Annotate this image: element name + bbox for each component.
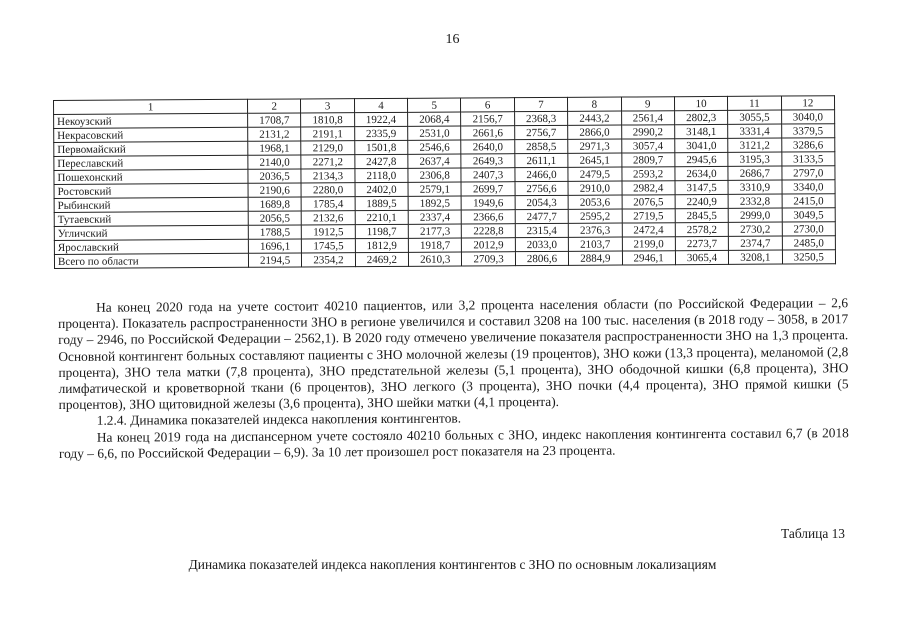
table-header-cell: 6 xyxy=(461,98,514,112)
value-cell: 1812,9 xyxy=(355,238,408,252)
value-cell: 2756,6 xyxy=(515,181,568,195)
value-cell: 2103,7 xyxy=(569,237,622,251)
value-cell: 2561,4 xyxy=(621,111,674,125)
value-cell: 2076,5 xyxy=(622,195,675,209)
page-number: 16 xyxy=(445,32,460,47)
value-cell: 1501,8 xyxy=(354,140,407,154)
value-cell: 1922,4 xyxy=(354,112,407,126)
value-cell: 2531,0 xyxy=(408,126,461,140)
value-cell: 1198,7 xyxy=(355,224,408,238)
value-cell: 2402,0 xyxy=(355,182,408,196)
value-cell: 2376,3 xyxy=(568,223,621,237)
value-cell: 2578,2 xyxy=(675,222,728,236)
value-cell: 2131,2 xyxy=(248,127,301,141)
value-cell: 2332,8 xyxy=(728,194,781,208)
value-cell: 2374,7 xyxy=(729,236,782,250)
value-cell: 2661,6 xyxy=(461,126,514,140)
value-cell: 2140,0 xyxy=(248,155,301,169)
value-cell: 2118,0 xyxy=(355,168,408,182)
table-header-cell: 1 xyxy=(54,99,248,114)
value-cell: 2315,4 xyxy=(515,223,568,237)
district-name-cell: Тутаевский xyxy=(54,211,248,226)
value-cell: 2068,4 xyxy=(408,112,461,126)
value-cell: 3121,2 xyxy=(728,138,781,152)
value-cell: 2472,4 xyxy=(622,223,675,237)
value-cell: 2194,5 xyxy=(248,253,301,267)
value-cell: 1708,7 xyxy=(248,113,301,127)
value-cell: 2415,0 xyxy=(782,194,835,208)
value-cell: 2866,0 xyxy=(568,125,621,139)
value-cell: 3148,1 xyxy=(675,124,728,138)
value-cell: 2443,2 xyxy=(568,111,621,125)
value-cell: 2427,8 xyxy=(355,154,408,168)
value-cell: 2802,3 xyxy=(674,110,727,124)
table-header-cell: 11 xyxy=(728,96,781,110)
value-cell: 2190,6 xyxy=(248,183,301,197)
value-cell: 2946,1 xyxy=(622,251,675,265)
value-cell: 2709,3 xyxy=(462,252,515,266)
value-cell: 2368,3 xyxy=(514,111,567,125)
value-cell: 1918,7 xyxy=(408,238,461,252)
value-cell: 2056,5 xyxy=(248,211,301,225)
value-cell: 1810,8 xyxy=(301,113,354,127)
value-cell: 2306,8 xyxy=(408,168,461,182)
value-cell: 2335,9 xyxy=(354,126,407,140)
body-text xyxy=(58,295,849,462)
table-body xyxy=(54,110,836,269)
table-header-cell: 2 xyxy=(247,99,300,113)
value-cell: 2228,8 xyxy=(462,224,515,238)
value-cell: 2012,9 xyxy=(462,238,515,252)
district-name-cell: Первомайский xyxy=(54,141,248,156)
value-cell: 1968,1 xyxy=(248,141,301,155)
value-cell: 2053,6 xyxy=(568,195,621,209)
value-cell: 1892,5 xyxy=(408,196,461,210)
prevalence-table xyxy=(53,95,836,269)
value-cell: 2036,5 xyxy=(248,169,301,183)
value-cell: 3208,1 xyxy=(729,250,782,264)
value-cell: 2884,9 xyxy=(569,251,622,265)
value-cell: 2910,0 xyxy=(568,181,621,195)
value-cell: 2971,3 xyxy=(568,139,621,153)
paragraph-prevalence: На конец 2020 года на учете состоит 40210 пациентов, или 3,2 процента населения области (по Российской Федерации – 2,6 процента). Показатель распространенности ЗНО в регионе увеличился и составил 3208 на 100 тыс. населения (в 2018 году – 3058, в 2017 году – 2946, по Российской Федерации – 2562,1). В 2020 году отмечено увеличение показателя распространенности ЗНО на 1,3 процента. Основной контингент больных составляют пациенты с ЗНО молочной железы (19 процентов), ЗНО кожи (13,3 процента), меланомой (2,8 процента), ЗНО тела матки (7,8 процента), ЗНО предстательной железы (5,1 процента), ЗНО ободочной кишки (6,8 процента), ЗНО лимфатической и кроветворной ткани (6 процентов), ЗНО легкого (3 процента), ЗНО почки (4,4 процента), ЗНО прямой кишки (5 процентов), ЗНО щитовидной железы (3,6 процента), ЗНО шейки матки (4,1 процента). xyxy=(58,295,849,413)
value-cell: 2730,0 xyxy=(782,222,835,236)
table-title: Динамика показателей индекса накопления контингентов с ЗНО по основным локализациям xyxy=(188,557,717,572)
value-cell: 2645,1 xyxy=(568,153,621,167)
value-cell: 2210,1 xyxy=(355,210,408,224)
value-cell: 2177,3 xyxy=(408,224,461,238)
value-cell: 2719,5 xyxy=(622,209,675,223)
value-cell: 2273,7 xyxy=(675,236,728,250)
value-cell: 3057,4 xyxy=(621,139,674,153)
value-cell: 1689,8 xyxy=(248,197,301,211)
value-cell: 2945,6 xyxy=(675,152,728,166)
table-header-cell: 8 xyxy=(568,97,621,111)
value-cell: 3379,5 xyxy=(781,124,834,138)
value-cell: 3041,0 xyxy=(675,138,728,152)
value-cell: 2806,6 xyxy=(515,251,568,265)
value-cell: 2134,3 xyxy=(301,169,354,183)
value-cell: 3286,6 xyxy=(781,138,834,152)
value-cell: 2699,7 xyxy=(461,182,514,196)
district-name-cell: Некрасовский xyxy=(54,127,248,142)
district-name-cell: Угличский xyxy=(54,225,248,240)
value-cell: 2999,0 xyxy=(728,208,781,222)
value-cell: 2845,5 xyxy=(675,208,728,222)
district-name-cell: Всего по области xyxy=(54,253,248,268)
value-cell: 2546,6 xyxy=(408,140,461,154)
value-cell: 2858,5 xyxy=(515,139,568,153)
value-cell: 2033,0 xyxy=(515,237,568,251)
value-cell: 2634,0 xyxy=(675,166,728,180)
value-cell: 3195,3 xyxy=(728,152,781,166)
value-cell: 2337,4 xyxy=(408,210,461,224)
value-cell: 3040,0 xyxy=(781,110,834,124)
value-cell: 2240,9 xyxy=(675,194,728,208)
value-cell: 2354,2 xyxy=(302,253,355,267)
value-cell: 2797,0 xyxy=(782,166,835,180)
value-cell: 2271,2 xyxy=(301,155,354,169)
value-cell: 2479,5 xyxy=(568,167,621,181)
value-cell: 3055,5 xyxy=(728,110,781,124)
table-header-cell: 7 xyxy=(514,97,567,111)
table-number: Таблица 13 xyxy=(781,526,845,541)
value-cell: 3147,5 xyxy=(675,180,728,194)
value-cell: 1949,6 xyxy=(462,196,515,210)
value-cell: 2469,2 xyxy=(355,252,408,266)
value-cell: 2756,7 xyxy=(514,125,567,139)
district-name-cell: Ростовский xyxy=(54,183,248,198)
value-cell: 2156,7 xyxy=(461,112,514,126)
table-header-cell: 9 xyxy=(621,97,674,111)
district-name-cell: Ярославский xyxy=(54,239,248,254)
value-cell: 2407,3 xyxy=(461,168,514,182)
district-name-cell: Некоузский xyxy=(54,113,248,128)
table-header-cell: 12 xyxy=(781,96,834,110)
paragraph-accumulation-index: На конец 2019 года на диспансерном учете состояло 40210 больных с ЗНО, индекс накопления контингента составил 6,7 (в 2018 году – 6,6, по Российской Федерации – 6,9). За 10 лет произошел рост показателя на 23 процента. xyxy=(58,424,849,461)
value-cell: 2611,1 xyxy=(515,153,568,167)
value-cell: 3331,4 xyxy=(728,124,781,138)
value-cell: 2477,7 xyxy=(515,209,568,223)
value-cell: 3250,5 xyxy=(782,250,835,264)
value-cell: 2129,0 xyxy=(301,141,354,155)
section-heading: 1.2.4. Динамика показателей индекса накопления контингентов. xyxy=(96,410,462,429)
value-cell: 2982,4 xyxy=(622,181,675,195)
value-cell: 2366,6 xyxy=(462,210,515,224)
value-cell: 3065,4 xyxy=(675,250,728,264)
value-cell: 2593,2 xyxy=(621,167,674,181)
value-cell: 2990,2 xyxy=(621,125,674,139)
value-cell: 3049,5 xyxy=(782,208,835,222)
value-cell: 2466,0 xyxy=(515,167,568,181)
district-name-cell: Переславский xyxy=(54,155,248,170)
table-header-cell: 4 xyxy=(354,98,407,112)
value-cell: 2485,0 xyxy=(782,236,835,250)
value-cell: 2649,3 xyxy=(461,154,514,168)
district-name-cell: Пошехонский xyxy=(54,169,248,184)
table-header-cell: 5 xyxy=(408,98,461,112)
table-header-cell: 3 xyxy=(301,99,354,113)
value-cell: 1912,5 xyxy=(302,225,355,239)
value-cell: 2595,2 xyxy=(568,209,621,223)
value-cell: 2132,6 xyxy=(302,211,355,225)
value-cell: 1745,5 xyxy=(302,239,355,253)
value-cell: 2280,0 xyxy=(301,183,354,197)
value-cell: 1785,4 xyxy=(301,197,354,211)
value-cell: 2191,1 xyxy=(301,127,354,141)
value-cell: 3340,0 xyxy=(782,180,835,194)
value-cell: 2199,0 xyxy=(622,237,675,251)
value-cell: 2637,4 xyxy=(408,154,461,168)
value-cell: 2579,1 xyxy=(408,182,461,196)
value-cell: 3133,5 xyxy=(781,152,834,166)
value-cell: 2686,7 xyxy=(728,166,781,180)
table-header-cell: 10 xyxy=(674,96,727,110)
value-cell: 2809,7 xyxy=(621,153,674,167)
value-cell: 2730,2 xyxy=(728,222,781,236)
district-name-cell: Рыбинский xyxy=(54,197,248,212)
value-cell: 1696,1 xyxy=(248,239,301,253)
value-cell: 1788,5 xyxy=(248,225,301,239)
value-cell: 3310,9 xyxy=(728,180,781,194)
value-cell: 2054,3 xyxy=(515,195,568,209)
value-cell: 2610,3 xyxy=(409,252,462,266)
value-cell: 1889,5 xyxy=(355,196,408,210)
value-cell: 2640,0 xyxy=(461,140,514,154)
